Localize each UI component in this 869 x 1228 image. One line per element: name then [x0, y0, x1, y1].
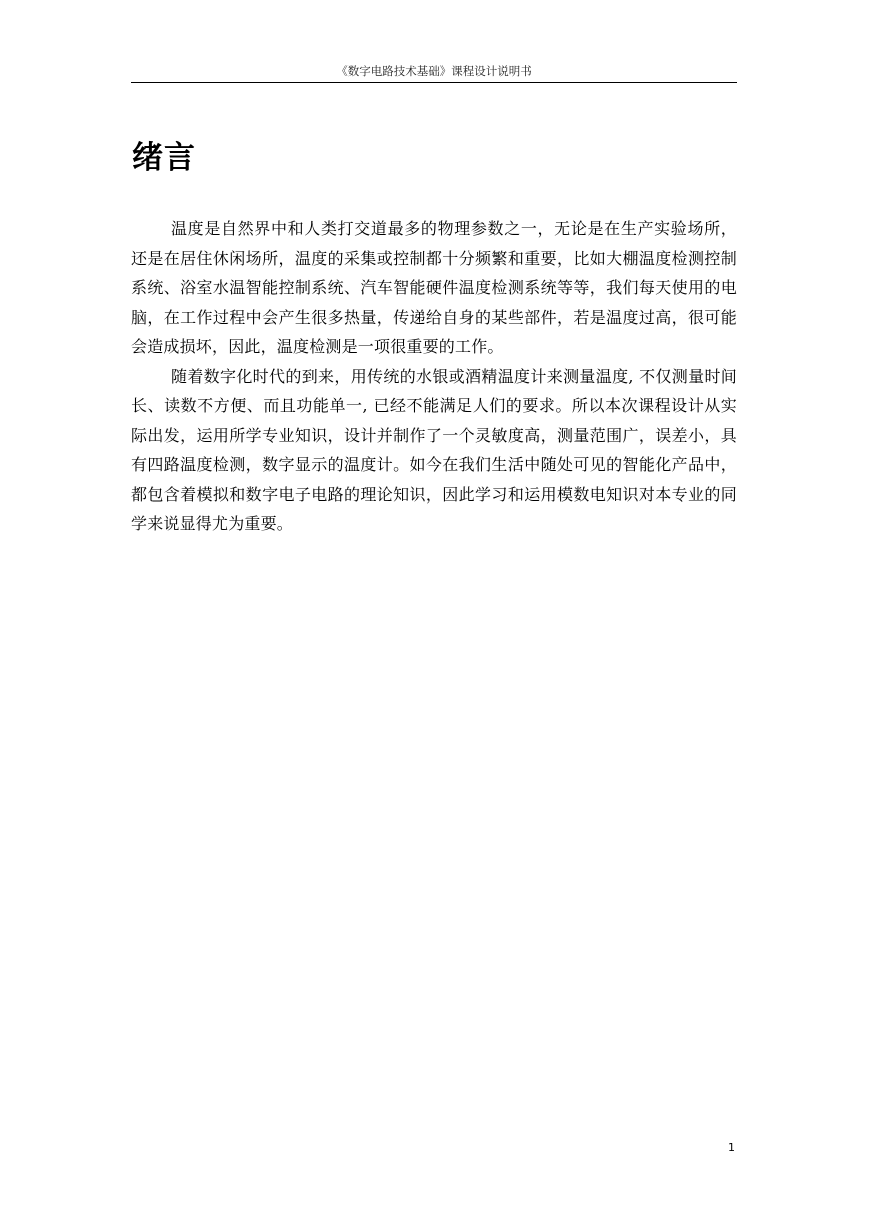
page-number: 1	[728, 1141, 735, 1154]
section-title: 绪言	[132, 140, 196, 176]
running-header: 《数字电路技术基础》课程设计说明书	[336, 64, 532, 78]
body-text	[131, 214, 737, 539]
paragraph: 温度是自然界中和人类打交道最多的物理参数之一，无论是在生产实验场所，还是在居住休闲场所，温度的采集或控制都十分频繁和重要，比如大棚温度检测控制系统、浴室水温智能控制系统、汽车智能硬件温度检测系统等等，我们每天使用的电脑，在工作过程中会产生很多热量，传递给自身的某些部件，若是温度过高，很可能会造成损坏，因此，温度检测是一项很重要的工作。	[131, 219, 737, 356]
header-divider	[131, 82, 737, 83]
paragraph: 随着数字化时代的到来，用传统的水银或酒精温度计来测量温度, 不仅测量时间长、读数不方便、而且功能单一, 已经不能满足人们的要求。所以本次课程设计从实际出发，运用所学专业知识，设计并制作了一个灵敏度高，测量范围广，误差小，具有四路温度检测，数字显示的温度计。如今在我们生活中随处可见的智能化产品中，都包含着模拟和数字电子电路的理论知识，因此学习和运用模数电知识对本专业的同学来说显得尤为重要。	[131, 366, 737, 533]
